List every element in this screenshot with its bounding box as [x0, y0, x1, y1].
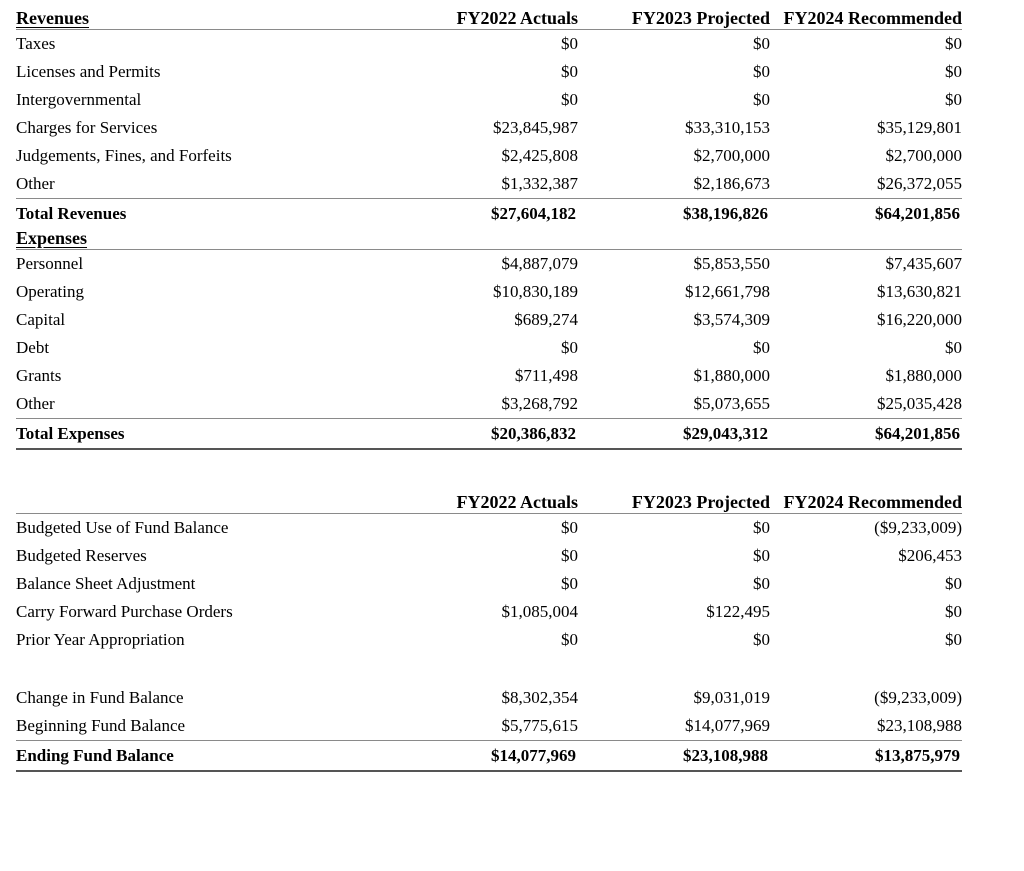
column-header-fy2023: FY2023 Projected [631, 492, 770, 512]
row-value-fy2024: $35,129,801 [877, 118, 962, 137]
column-header-fy2023: FY2023 Projected [631, 8, 770, 28]
row-value-fy2024: ($9,233,009) [874, 688, 962, 707]
row-value-fy2023: $2,700,000 [693, 146, 770, 165]
expenses-header-spacer-1 [386, 228, 578, 249]
fund-balance-table [16, 450, 962, 772]
table-row [16, 58, 962, 86]
revenues-expenses-table [16, 8, 962, 450]
total-revenues-fy2022: $27,604,182 [491, 204, 576, 223]
row-value-fy2024: $0 [945, 602, 962, 621]
total-expenses-row [16, 419, 962, 449]
row-label: Budgeted Reserves [16, 546, 147, 565]
row-value-fy2022: $4,887,079 [501, 254, 578, 273]
row-value-fy2024: $23,108,988 [877, 716, 962, 735]
row-value-fy2023: $0 [753, 518, 770, 537]
row-value-fy2024: $0 [945, 90, 962, 109]
table-row [16, 250, 962, 279]
row-label: Prior Year Appropriation [16, 630, 185, 649]
row-label: Judgements, Fines, and Forfeits [16, 146, 232, 165]
row-value-fy2023: $0 [753, 630, 770, 649]
row-value-fy2023: $5,853,550 [693, 254, 770, 273]
row-value-fy2022: $2,425,808 [501, 146, 578, 165]
row-value-fy2024: $26,372,055 [877, 174, 962, 193]
row-value-fy2022: $3,268,792 [501, 394, 578, 413]
total-revenues-fy2023: $38,196,826 [683, 204, 768, 223]
row-value-fy2023: $0 [753, 62, 770, 81]
table-row [16, 684, 962, 712]
row-value-fy2022: $8,302,354 [501, 688, 578, 707]
table-row [16, 626, 962, 654]
row-value-fy2023: $122,495 [706, 602, 770, 621]
fund-balance-heading-spacer [16, 492, 386, 513]
table-row [16, 598, 962, 626]
row-value-fy2022: $0 [561, 518, 578, 537]
row-label: Taxes [16, 34, 56, 53]
row-value-fy2023: $0 [753, 546, 770, 565]
revenues-heading: Revenues [16, 8, 89, 28]
row-value-fy2022: $0 [561, 546, 578, 565]
expenses-heading: Expenses [16, 228, 88, 248]
ending-fund-balance-label: Ending Fund Balance [16, 746, 174, 765]
row-value-fy2024: $2,700,000 [885, 146, 962, 165]
row-label: Charges for Services [16, 118, 158, 137]
row-value-fy2024: $0 [945, 574, 962, 593]
row-value-fy2023: $1,880,000 [693, 366, 770, 385]
total-expenses-fy2023: $29,043,312 [683, 424, 768, 443]
row-label: Carry Forward Purchase Orders [16, 602, 233, 621]
column-header-fy2022: FY2022 Actuals [456, 492, 578, 512]
table-row [16, 170, 962, 198]
revenues-header-row [16, 8, 962, 29]
row-value-fy2024: ($9,233,009) [874, 518, 962, 537]
table-row [16, 278, 962, 306]
row-value-fy2023: $5,073,655 [693, 394, 770, 413]
fund-balance-gap [16, 654, 962, 684]
row-value-fy2023: $0 [753, 338, 770, 357]
row-value-fy2024: $16,220,000 [877, 310, 962, 329]
row-value-fy2023: $9,031,019 [693, 688, 770, 707]
row-label: Capital [16, 310, 66, 329]
row-label: Other [16, 174, 55, 193]
row-value-fy2022: $1,085,004 [501, 602, 578, 621]
row-label: Budgeted Use of Fund Balance [16, 518, 229, 537]
table-row [16, 114, 962, 142]
row-value-fy2023: $33,310,153 [685, 118, 770, 137]
column-header-fy2024: FY2024 Recommended [783, 8, 962, 28]
total-expenses-fy2024: $64,201,856 [875, 424, 960, 443]
row-value-fy2024: $0 [945, 62, 962, 81]
ending-fund-balance-fy2023: $23,108,988 [683, 746, 768, 765]
row-value-fy2022: $23,845,987 [493, 118, 578, 137]
total-revenues-label: Total Revenues [16, 204, 127, 223]
row-label: Debt [16, 338, 50, 357]
row-label: Balance Sheet Adjustment [16, 574, 196, 593]
row-value-fy2022: $689,274 [514, 310, 578, 329]
row-value-fy2024: $0 [945, 630, 962, 649]
table-row [16, 86, 962, 114]
row-value-fy2023: $14,077,969 [685, 716, 770, 735]
table-row [16, 334, 962, 362]
column-header-fy2024: FY2024 Recommended [783, 492, 962, 512]
table-row [16, 390, 962, 418]
row-value-fy2024: $7,435,607 [885, 254, 962, 273]
row-value-fy2022: $0 [561, 34, 578, 53]
row-label: Licenses and Permits [16, 62, 161, 81]
row-value-fy2022: $1,332,387 [501, 174, 578, 193]
row-value-fy2024: $25,035,428 [877, 394, 962, 413]
row-value-fy2024: $206,453 [898, 546, 962, 565]
row-value-fy2022: $10,830,189 [493, 282, 578, 301]
row-value-fy2023: $3,574,309 [693, 310, 770, 329]
row-value-fy2023: $0 [753, 90, 770, 109]
total-revenues-row [16, 199, 962, 229]
row-value-fy2022: $0 [561, 90, 578, 109]
expenses-header-spacer-2 [578, 228, 770, 249]
row-value-fy2022: $0 [561, 574, 578, 593]
row-label: Personnel [16, 254, 84, 273]
row-label: Beginning Fund Balance [16, 716, 186, 735]
section-gap [16, 450, 962, 492]
row-value-fy2024: $1,880,000 [885, 366, 962, 385]
row-label: Change in Fund Balance [16, 688, 184, 707]
row-value-fy2023: $12,661,798 [685, 282, 770, 301]
table-row [16, 142, 962, 170]
ending-fund-balance-fy2022: $14,077,969 [491, 746, 576, 765]
column-header-fy2022: FY2022 Actuals [456, 8, 578, 28]
table-row [16, 570, 962, 598]
ending-fund-balance-fy2024: $13,875,979 [875, 746, 960, 765]
total-expenses-label: Total Expenses [16, 424, 125, 443]
row-value-fy2023: $0 [753, 34, 770, 53]
expenses-header-spacer-3 [770, 228, 962, 249]
row-value-fy2022: $0 [561, 338, 578, 357]
table-row [16, 30, 962, 59]
row-label: Operating [16, 282, 84, 301]
table-row [16, 362, 962, 390]
expenses-bottom-rule [16, 448, 962, 449]
table-row [16, 514, 962, 543]
row-value-fy2023: $0 [753, 574, 770, 593]
table-row [16, 712, 962, 740]
row-value-fy2022: $0 [561, 62, 578, 81]
expenses-header-row [16, 228, 962, 249]
row-label: Intergovernmental [16, 90, 142, 109]
fund-balance-bottom-rule [16, 770, 962, 771]
ending-fund-balance-row [16, 741, 962, 771]
total-revenues-fy2024: $64,201,856 [875, 204, 960, 223]
total-expenses-fy2022: $20,386,832 [491, 424, 576, 443]
table-row [16, 542, 962, 570]
row-value-fy2022: $5,775,615 [501, 716, 578, 735]
table-row [16, 306, 962, 334]
row-value-fy2022: $711,498 [514, 366, 578, 385]
fund-balance-header-row [16, 492, 962, 513]
row-value-fy2024: $13,630,821 [877, 282, 962, 301]
row-value-fy2023: $2,186,673 [693, 174, 770, 193]
row-value-fy2024: $0 [945, 338, 962, 357]
row-value-fy2022: $0 [561, 630, 578, 649]
row-label: Grants [16, 366, 62, 385]
row-label: Other [16, 394, 55, 413]
row-value-fy2024: $0 [945, 34, 962, 53]
